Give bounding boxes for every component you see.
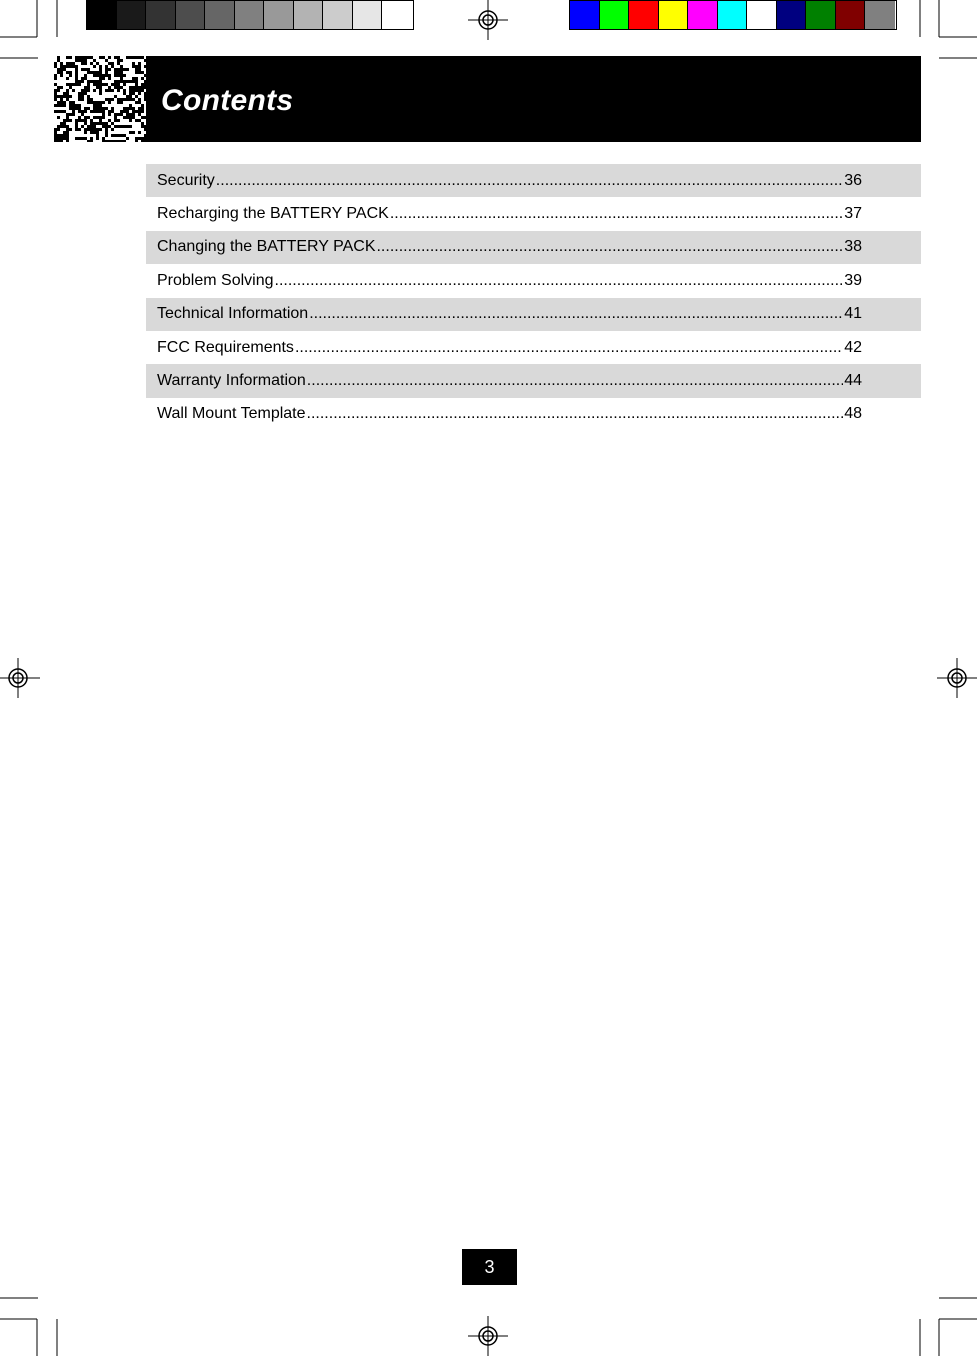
toc-entry-label: Wall Mount Template [157, 405, 306, 423]
color-calibration-bar [569, 0, 897, 30]
toc-entry-label: FCC Requirements [157, 338, 294, 356]
toc-leader-dots [390, 206, 843, 222]
toc-entry-label: Changing the BATTERY PACK [157, 238, 376, 256]
bleed-line-top-right-icon [937, 56, 977, 60]
registration-mark-top-icon [468, 0, 508, 40]
grayscale-swatch [235, 1, 265, 29]
toc-entry-page: 48 [844, 405, 862, 423]
toc-entry [146, 331, 921, 364]
toc-entry-page: 41 [844, 305, 862, 323]
color-swatch [747, 1, 777, 29]
toc-entry [146, 164, 921, 197]
color-swatch [865, 1, 895, 29]
color-swatch [570, 1, 600, 29]
grayscale-swatch [117, 1, 147, 29]
toc-entry-label: Problem Solving [157, 271, 274, 289]
toc-entry [146, 364, 921, 397]
toc-leader-dots [307, 406, 844, 422]
color-swatch [777, 1, 807, 29]
toc-leader-dots [216, 173, 843, 189]
toc-leader-dots [376, 239, 843, 255]
toc-entry-page: 38 [844, 238, 862, 256]
grayscale-swatch [382, 1, 412, 29]
bleed-line-top-left-icon [0, 56, 40, 60]
grayscale-swatch [294, 1, 324, 29]
color-swatch [600, 1, 630, 29]
grayscale-swatch [146, 1, 176, 29]
toc-entry-label: Recharging the BATTERY PACK [157, 205, 389, 223]
toc-leader-dots [309, 306, 843, 322]
grayscale-swatch [353, 1, 383, 29]
toc-entry-label: Security [157, 171, 215, 189]
toc-entry-page: 37 [844, 205, 862, 223]
grayscale-swatch [87, 1, 117, 29]
toc-leader-dots [295, 340, 843, 356]
registration-mark-right-icon [937, 658, 977, 698]
toc-entry [146, 264, 921, 297]
page-number: 3 [462, 1249, 517, 1285]
grayscale-swatch [176, 1, 206, 29]
toc-entry-page: 36 [844, 171, 862, 189]
page-header [146, 56, 921, 142]
crop-mark-top-right-icon [917, 0, 977, 40]
qr-code-pattern-icon [54, 56, 146, 142]
color-swatch [806, 1, 836, 29]
toc-entry-page: 39 [844, 271, 862, 289]
crop-mark-bottom-left-icon [0, 1316, 60, 1356]
crop-mark-bottom-right-icon [917, 1316, 977, 1356]
color-swatch [688, 1, 718, 29]
page-title: Contents [161, 84, 294, 117]
color-swatch [718, 1, 748, 29]
toc-entry-label: Technical Information [157, 305, 309, 323]
bleed-line-bottom-right-icon [937, 1296, 977, 1300]
bleed-line-bottom-left-icon [0, 1296, 40, 1300]
toc-entry [146, 398, 921, 431]
toc-entry [146, 197, 921, 230]
color-swatch [629, 1, 659, 29]
toc-leader-dots [275, 273, 844, 289]
grayscale-swatch [264, 1, 294, 29]
grayscale-swatch [323, 1, 353, 29]
color-swatch [836, 1, 866, 29]
grayscale-swatch [205, 1, 235, 29]
toc-entry-label: Warranty Information [157, 372, 306, 390]
registration-mark-left-icon [0, 658, 40, 698]
crop-mark-top-left-icon [0, 0, 60, 40]
toc-leader-dots [307, 373, 843, 389]
color-swatch [659, 1, 689, 29]
registration-mark-bottom-icon [468, 1316, 508, 1356]
grayscale-calibration-bar [86, 0, 414, 30]
toc-entry-page: 44 [844, 372, 862, 390]
toc-entry [146, 231, 921, 264]
table-of-contents [146, 164, 921, 431]
toc-entry [146, 298, 921, 331]
toc-entry-page: 42 [844, 338, 862, 356]
